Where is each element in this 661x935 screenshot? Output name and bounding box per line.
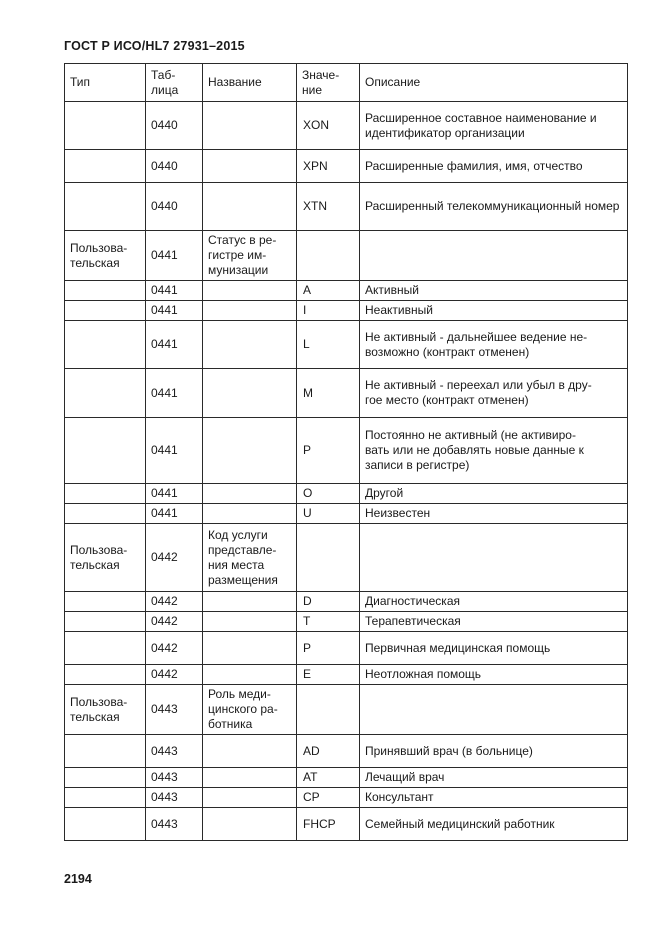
table-row <box>65 281 628 301</box>
cell-value <box>297 231 360 281</box>
cell-value: XTN <box>297 183 360 231</box>
cell-name <box>203 484 297 504</box>
cell-description: Принявший врач (в больнице) <box>360 735 628 768</box>
cell-description: Первичная медицинская помощь <box>360 632 628 665</box>
table-row <box>65 418 628 484</box>
cell-value: AT <box>297 768 360 788</box>
cell-name <box>203 504 297 524</box>
cell-value: XPN <box>297 150 360 183</box>
table-header-row <box>65 64 628 102</box>
cell-table: 0441 <box>146 484 203 504</box>
cell-value <box>297 685 360 735</box>
table-row <box>65 524 628 592</box>
cell-value: XON <box>297 102 360 150</box>
cell-table: 0442 <box>146 612 203 632</box>
cell-description: Не активный - дальнейшее ведение не- возможно (контракт отменен) <box>360 321 628 369</box>
cell-type: Пользова- тельская <box>65 685 146 735</box>
cell-value: E <box>297 665 360 685</box>
cell-description: Расширенный телекоммуникационный номер <box>360 183 628 231</box>
cell-value: P <box>297 418 360 484</box>
cell-type <box>65 612 146 632</box>
cell-description <box>360 685 628 735</box>
cell-description: Неотложная помощь <box>360 665 628 685</box>
table-row <box>65 665 628 685</box>
table-row <box>65 484 628 504</box>
cell-name <box>203 665 297 685</box>
table-row <box>65 301 628 321</box>
cell-value: M <box>297 369 360 418</box>
cell-table: 0441 <box>146 321 203 369</box>
table-row <box>65 150 628 183</box>
cell-table: 0443 <box>146 768 203 788</box>
cell-value: A <box>297 281 360 301</box>
cell-description: Диагностическая <box>360 592 628 612</box>
cell-table: 0441 <box>146 301 203 321</box>
cell-value: FHCP <box>297 808 360 841</box>
cell-table: 0441 <box>146 281 203 301</box>
cell-table: 0443 <box>146 788 203 808</box>
cell-name <box>203 808 297 841</box>
table-row <box>65 808 628 841</box>
document-header: ГОСТ Р ИСО/HL7 27931–2015 <box>64 39 245 53</box>
cell-type <box>65 183 146 231</box>
cell-table: 0440 <box>146 183 203 231</box>
cell-description: Расширенное составное наименование и идентификатор организации <box>360 102 628 150</box>
cell-name <box>203 281 297 301</box>
cell-value: T <box>297 612 360 632</box>
cell-description: Активный <box>360 281 628 301</box>
cell-type <box>65 808 146 841</box>
table-row <box>65 592 628 612</box>
table-row <box>65 369 628 418</box>
cell-table: 0440 <box>146 102 203 150</box>
cell-type: Пользова- тельская <box>65 524 146 592</box>
cell-name <box>203 150 297 183</box>
table-row <box>65 231 628 281</box>
cell-table: 0442 <box>146 665 203 685</box>
cell-description <box>360 524 628 592</box>
cell-name <box>203 788 297 808</box>
cell-type <box>65 484 146 504</box>
cell-value: P <box>297 632 360 665</box>
cell-type <box>65 768 146 788</box>
cell-name <box>203 418 297 484</box>
cell-type <box>65 418 146 484</box>
page-number: 2194 <box>64 872 92 886</box>
cell-type <box>65 369 146 418</box>
cell-value: I <box>297 301 360 321</box>
table-row <box>65 788 628 808</box>
cell-name <box>203 183 297 231</box>
cell-type <box>65 301 146 321</box>
table-row <box>65 735 628 768</box>
cell-name <box>203 369 297 418</box>
cell-table: 0443 <box>146 808 203 841</box>
cell-name <box>203 321 297 369</box>
column-header-description: Описание <box>360 64 628 102</box>
cell-table: 0440 <box>146 150 203 183</box>
table-row <box>65 632 628 665</box>
cell-type <box>65 665 146 685</box>
cell-description: Лечащий врач <box>360 768 628 788</box>
table-row <box>65 768 628 788</box>
cell-description: Не активный - переехал или убыл в дру- гое место (контракт отменен) <box>360 369 628 418</box>
cell-type <box>65 150 146 183</box>
cell-type <box>65 321 146 369</box>
cell-name <box>203 735 297 768</box>
cell-value: O <box>297 484 360 504</box>
table-row <box>65 183 628 231</box>
cell-description: Расширенные фамилия, имя, отчество <box>360 150 628 183</box>
cell-type <box>65 504 146 524</box>
cell-name <box>203 102 297 150</box>
table-row <box>65 504 628 524</box>
code-table <box>64 63 628 841</box>
cell-table: 0441 <box>146 418 203 484</box>
cell-table: 0443 <box>146 685 203 735</box>
cell-name: Код услуги представле- ния места размещения <box>203 524 297 592</box>
cell-name <box>203 592 297 612</box>
column-header-value: Значе- ние <box>297 64 360 102</box>
cell-value: L <box>297 321 360 369</box>
cell-table: 0441 <box>146 504 203 524</box>
cell-description: Семейный медицинский работник <box>360 808 628 841</box>
cell-type <box>65 735 146 768</box>
cell-name <box>203 768 297 788</box>
cell-type <box>65 788 146 808</box>
column-header-table: Таб- лица <box>146 64 203 102</box>
table-row <box>65 612 628 632</box>
cell-table: 0441 <box>146 369 203 418</box>
cell-description: Неактивный <box>360 301 628 321</box>
cell-description: Терапевтическая <box>360 612 628 632</box>
cell-description: Неизвестен <box>360 504 628 524</box>
cell-value: AD <box>297 735 360 768</box>
cell-value: CP <box>297 788 360 808</box>
cell-value <box>297 524 360 592</box>
cell-name <box>203 612 297 632</box>
column-header-name: Название <box>203 64 297 102</box>
table-row <box>65 321 628 369</box>
cell-value: D <box>297 592 360 612</box>
cell-value: U <box>297 504 360 524</box>
cell-type <box>65 592 146 612</box>
cell-type <box>65 281 146 301</box>
cell-name <box>203 632 297 665</box>
cell-description <box>360 231 628 281</box>
cell-type: Пользова- тельская <box>65 231 146 281</box>
cell-table: 0443 <box>146 735 203 768</box>
table-row <box>65 102 628 150</box>
table-row <box>65 685 628 735</box>
cell-type <box>65 632 146 665</box>
cell-table: 0442 <box>146 524 203 592</box>
cell-description: Другой <box>360 484 628 504</box>
cell-description: Постоянно не активный (не активиро- вать или не добавлять новые данные к записи в регистре) <box>360 418 628 484</box>
cell-description: Консультант <box>360 788 628 808</box>
column-header-type: Тип <box>65 64 146 102</box>
cell-name <box>203 301 297 321</box>
cell-table: 0442 <box>146 592 203 612</box>
cell-name: Статус в ре- гистре им- мунизации <box>203 231 297 281</box>
cell-table: 0441 <box>146 231 203 281</box>
cell-name: Роль меди- цинского ра- ботника <box>203 685 297 735</box>
cell-type <box>65 102 146 150</box>
cell-table: 0442 <box>146 632 203 665</box>
